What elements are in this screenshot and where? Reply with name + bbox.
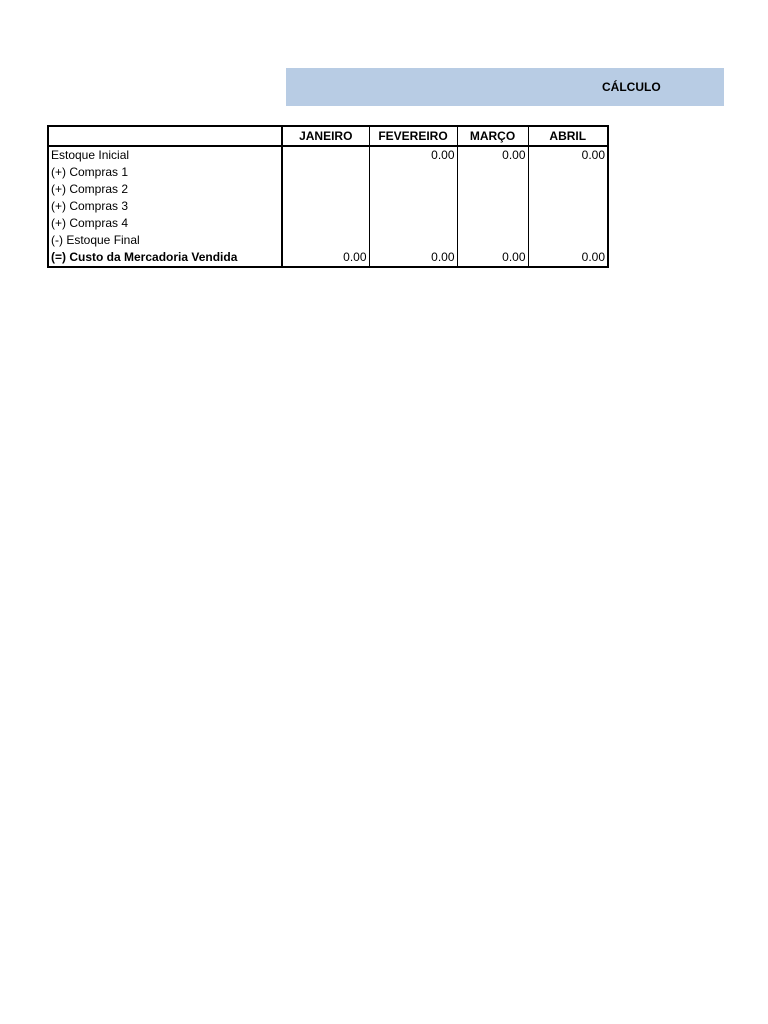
cell-janeiro[interactable] <box>282 198 369 215</box>
cell-janeiro[interactable] <box>282 164 369 181</box>
cell-marco[interactable] <box>457 181 528 198</box>
cell-fevereiro[interactable] <box>369 198 457 215</box>
row-label[interactable]: (+) Compras 1 <box>48 164 282 181</box>
cell-janeiro[interactable] <box>282 232 369 249</box>
cell-fevereiro[interactable]: 0.00 <box>369 146 457 164</box>
row-label[interactable]: (+) Compras 4 <box>48 215 282 232</box>
cell-marco[interactable]: 0.00 <box>457 146 528 164</box>
banner-title: CÁLCULO <box>602 80 661 94</box>
cell-janeiro[interactable]: 0.00 <box>282 249 369 267</box>
title-banner <box>286 68 724 106</box>
header-cell-label[interactable] <box>48 126 282 146</box>
cell-marco[interactable] <box>457 215 528 232</box>
cell-abril[interactable]: 0.00 <box>528 249 608 267</box>
cell-abril[interactable] <box>528 181 608 198</box>
header-cell-marco[interactable]: MARÇO <box>457 126 528 146</box>
cmv-table <box>47 125 609 268</box>
header-cell-abril[interactable]: ABRIL <box>528 126 608 146</box>
header-cell-janeiro[interactable]: JANEIRO <box>282 126 369 146</box>
cell-janeiro[interactable] <box>282 181 369 198</box>
table-row <box>48 164 608 181</box>
table-header-row <box>48 126 608 146</box>
cell-abril[interactable] <box>528 198 608 215</box>
cell-abril[interactable] <box>528 232 608 249</box>
cell-janeiro[interactable] <box>282 215 369 232</box>
cell-fevereiro[interactable]: 0.00 <box>369 249 457 267</box>
table-row <box>48 215 608 232</box>
cell-abril[interactable]: 0.00 <box>528 146 608 164</box>
cell-fevereiro[interactable] <box>369 232 457 249</box>
cell-janeiro[interactable] <box>282 146 369 164</box>
header-cell-fevereiro[interactable]: FEVEREIRO <box>369 126 457 146</box>
cell-fevereiro[interactable] <box>369 181 457 198</box>
cell-marco[interactable] <box>457 198 528 215</box>
row-label[interactable]: (-) Estoque Final <box>48 232 282 249</box>
cell-fevereiro[interactable] <box>369 215 457 232</box>
row-label[interactable]: Estoque Inicial <box>48 146 282 164</box>
cell-marco[interactable] <box>457 164 528 181</box>
row-label[interactable]: (+) Compras 3 <box>48 198 282 215</box>
table-row <box>48 198 608 215</box>
row-label-total[interactable]: (=) Custo da Mercadoria Vendida <box>48 249 282 267</box>
table-row <box>48 146 608 164</box>
table-row-total <box>48 249 608 267</box>
cell-marco[interactable] <box>457 232 528 249</box>
cell-abril[interactable] <box>528 164 608 181</box>
row-label[interactable]: (+) Compras 2 <box>48 181 282 198</box>
cell-abril[interactable] <box>528 215 608 232</box>
cell-marco[interactable]: 0.00 <box>457 249 528 267</box>
table-row <box>48 181 608 198</box>
cell-fevereiro[interactable] <box>369 164 457 181</box>
table-row <box>48 232 608 249</box>
